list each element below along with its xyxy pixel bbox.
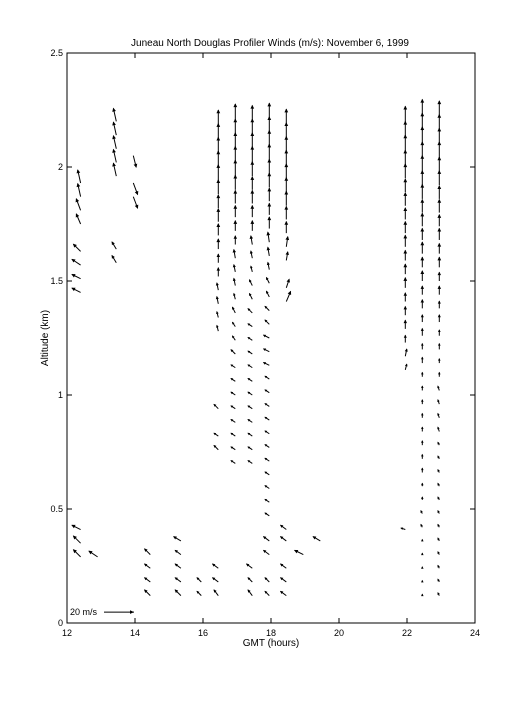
wind-vector: [281, 525, 287, 529]
wind-vector: [281, 591, 287, 595]
wind-vector: [265, 472, 269, 475]
wind-vector: [216, 312, 218, 318]
wind-vector: [422, 567, 424, 569]
wind-vector: [404, 293, 406, 302]
wind-vector: [421, 200, 424, 213]
wind-vector: [231, 392, 235, 395]
wind-vector: [112, 256, 116, 263]
x-tick-label: 24: [469, 628, 481, 638]
wind-vector: [267, 247, 269, 256]
wind-vector: [175, 590, 181, 596]
wind-vector: [438, 128, 441, 144]
wind-vector: [248, 324, 252, 327]
wind-vector: [231, 378, 235, 381]
wind-vector: [404, 135, 407, 151]
wind-vector: [265, 417, 269, 420]
wind-vector: [265, 431, 269, 434]
wind-vector: [251, 133, 254, 149]
wind-vector: [234, 190, 237, 203]
wind-vector: [438, 413, 440, 417]
wind-vector: [248, 447, 252, 450]
wind-vector: [268, 173, 271, 188]
wind-vector: [76, 199, 81, 211]
y-tick-label: 2: [57, 162, 63, 172]
wind-vector: [217, 195, 220, 208]
wind-vector: [286, 279, 289, 288]
wind-vector: [268, 188, 271, 201]
wind-vector: [268, 217, 271, 229]
wind-vector: [265, 306, 269, 310]
wind-vector: [145, 590, 151, 596]
wind-vector: [404, 164, 407, 179]
wind-vector: [217, 137, 220, 153]
wind-vector: [234, 104, 237, 121]
wind-vector: [197, 591, 201, 595]
wind-vector: [421, 142, 424, 158]
wind-vector: [249, 280, 252, 286]
wind-vector: [248, 578, 252, 582]
wind-vector: [404, 250, 407, 260]
x-tick-label: 12: [61, 628, 73, 638]
wind-vector: [72, 525, 81, 529]
wind-vector: [438, 228, 441, 240]
wind-vector: [404, 106, 407, 123]
wind-vector: [404, 193, 407, 206]
wind-vector: [214, 404, 218, 408]
wind-vector: [251, 162, 254, 177]
wind-vector: [145, 549, 151, 555]
wind-vector: [438, 427, 440, 431]
wind-vector: [404, 208, 407, 220]
wind-vector: [233, 250, 235, 259]
wind-vector: [234, 175, 237, 190]
wind-vector: [231, 461, 235, 464]
wind-vector: [264, 335, 270, 338]
reference-key: [70, 607, 134, 617]
wind-vectors: [72, 99, 441, 595]
wind-vector: [72, 274, 81, 278]
wind-vector: [247, 564, 253, 568]
wind-vector: [232, 322, 235, 326]
x-tick-label: 18: [265, 628, 277, 638]
wind-vector: [422, 483, 424, 486]
wind-vector: [438, 442, 439, 445]
wind-vector: [421, 171, 424, 186]
wind-vector: [249, 293, 252, 299]
wind-vector: [404, 222, 407, 234]
wind-vector: [73, 550, 80, 557]
wind-vector: [113, 136, 117, 149]
wind-vector: [438, 593, 439, 596]
wind-vector: [421, 357, 423, 363]
wind-vector: [231, 447, 235, 450]
wind-vector: [264, 550, 270, 554]
wind-vector: [175, 564, 181, 568]
wind-vector: [217, 254, 219, 263]
wind-vector: [295, 550, 304, 554]
wind-vector: [421, 156, 424, 172]
wind-vector: [145, 564, 151, 568]
wind-vector: [217, 165, 220, 181]
wind-vector: [251, 190, 254, 203]
wind-vector: [248, 351, 252, 354]
wind-vector: [113, 149, 117, 162]
wind-vector: [73, 244, 80, 251]
wind-vector: [214, 445, 218, 449]
wind-vector: [234, 133, 237, 149]
wind-vector: [133, 183, 138, 195]
wind-vector: [421, 184, 424, 199]
wind-vector: [422, 553, 424, 555]
wind-vector: [248, 365, 252, 368]
wind-vector: [285, 150, 288, 165]
wind-vector: [251, 221, 254, 231]
wind-vector: [438, 497, 439, 500]
wind-vector: [232, 336, 235, 340]
wind-vector: [281, 537, 287, 541]
wind-vector: [438, 456, 439, 459]
wind-vector: [438, 200, 441, 213]
wind-vector: [438, 272, 440, 281]
wind-vector: [404, 121, 407, 137]
wind-vector: [438, 157, 441, 172]
wind-vector: [77, 170, 81, 183]
wind-vector: [438, 286, 440, 295]
wind-vector: [421, 99, 424, 116]
wind-vector: [266, 291, 269, 297]
wind-vector: [213, 564, 219, 568]
wind-vector: [404, 264, 407, 274]
wind-vector: [404, 320, 406, 329]
wind-vector: [439, 372, 441, 376]
wind-vector: [438, 552, 439, 555]
wind-vector: [286, 291, 290, 301]
wind-vector: [234, 221, 237, 231]
wind-vector: [421, 257, 424, 267]
wind-vector: [421, 511, 422, 514]
plot-frame: [67, 53, 475, 623]
wind-vector: [438, 171, 441, 186]
wind-vector: [422, 497, 424, 500]
wind-vector: [286, 237, 289, 247]
wind-vector: [404, 179, 407, 192]
wind-vector: [285, 222, 288, 234]
wind-vector: [251, 105, 254, 121]
wind-vector: [250, 266, 252, 272]
wind-vector: [72, 259, 81, 265]
x-tick-label: 16: [197, 628, 209, 638]
wind-vector: [248, 309, 252, 313]
wind-vector: [422, 539, 424, 541]
wind-vector: [405, 349, 407, 356]
wind-vector: [268, 117, 271, 133]
y-axis: [50, 48, 475, 628]
wind-vector: [248, 590, 252, 596]
reference-arrowhead: [130, 610, 134, 614]
wind-vector: [113, 122, 117, 135]
wind-vector: [251, 119, 254, 135]
wind-vector: [217, 209, 220, 222]
wind-vector: [404, 335, 406, 342]
wind-vector: [268, 144, 271, 160]
wind-vector: [438, 257, 441, 267]
wind-vector: [421, 315, 423, 322]
wind-vector: [248, 337, 252, 340]
wind-vector: [267, 232, 270, 242]
wind-vector: [404, 307, 406, 316]
wind-vector: [248, 392, 252, 395]
wind-vector: [265, 376, 269, 379]
wind-vector: [175, 550, 181, 554]
wind-vector: [285, 178, 288, 193]
wind-vector: [264, 349, 270, 352]
wind-vector: [265, 578, 269, 582]
wind-vector: [251, 206, 254, 218]
wind-vector: [231, 350, 235, 354]
wind-vector: [113, 163, 117, 176]
wind-vector: [217, 224, 220, 236]
wind-vector: [438, 483, 439, 486]
wind-vector: [438, 386, 440, 390]
wind-vector: [72, 288, 81, 292]
wind-vector: [421, 328, 423, 335]
wind-vector: [422, 372, 424, 376]
wind-vector: [174, 537, 181, 541]
wind-vector: [285, 123, 288, 138]
wind-vector: [438, 315, 440, 322]
wind-vector: [217, 110, 220, 126]
wind-vector: [250, 251, 252, 258]
wind-vector: [405, 364, 407, 370]
wind-vector: [112, 242, 116, 249]
wind-vector: [286, 252, 288, 261]
wind-vector: [438, 579, 439, 582]
wind-vector: [421, 524, 422, 527]
wind-vector: [421, 228, 424, 240]
wind-vector: [404, 150, 407, 165]
wind-vector: [268, 103, 271, 119]
y-tick-label: 1: [57, 390, 63, 400]
x-axis: [62, 53, 480, 638]
wind-vector: [268, 203, 271, 215]
wind-vector: [422, 441, 424, 445]
wind-vector: [285, 191, 288, 206]
x-tick-label: 20: [333, 628, 345, 638]
wind-vector: [438, 101, 441, 117]
wind-vector: [265, 445, 269, 448]
wind-vector: [438, 344, 440, 350]
wind-vector: [438, 565, 439, 568]
wind-vector: [266, 277, 269, 283]
wind-vector: [422, 468, 424, 472]
wind-vector: [439, 359, 441, 363]
wind-vector: [268, 131, 271, 147]
wind-vector: [113, 108, 117, 121]
wind-vector: [265, 458, 269, 461]
wind-vector: [77, 184, 81, 197]
wind-vector: [250, 236, 252, 245]
y-axis-label: Altitude (km): [40, 309, 51, 367]
wind-vector: [133, 156, 137, 168]
wind-vector: [264, 362, 270, 365]
wind-vector: [234, 160, 237, 176]
wind-vector: [251, 146, 254, 162]
wind-vector: [438, 330, 440, 336]
wind-vector: [421, 300, 423, 309]
wind-vector: [217, 268, 219, 277]
wind-vector: [281, 564, 287, 568]
wind-vector: [175, 578, 181, 582]
wind-vector: [422, 594, 424, 596]
wind-vector: [133, 197, 138, 209]
wind-vector: [231, 419, 235, 422]
wind-vector: [213, 578, 219, 582]
wind-vector: [231, 433, 235, 436]
wind-vector: [265, 513, 269, 516]
wind-vector: [248, 419, 252, 422]
y-tick-label: 2.5: [50, 48, 63, 58]
wind-vector: [285, 137, 288, 152]
wind-vector: [438, 511, 439, 514]
wind-vector: [422, 386, 424, 390]
wind-vector: [268, 159, 271, 174]
wind-vector: [265, 390, 269, 393]
wind-vector: [216, 297, 218, 304]
wind-vector: [265, 499, 269, 502]
y-tick-label: 0.5: [50, 504, 63, 514]
wind-vector: [234, 206, 237, 218]
x-tick-label: 22: [401, 628, 413, 638]
wind-vector: [438, 524, 439, 527]
wind-vector: [248, 406, 252, 409]
wind-vector: [145, 578, 151, 582]
wind-vector: [285, 109, 288, 124]
wind-vector: [217, 124, 220, 140]
wind-vector: [216, 283, 218, 290]
wind-vector: [233, 293, 235, 299]
wind-vector: [421, 271, 424, 281]
wind-vector: [76, 214, 80, 224]
wind-vector: [421, 286, 423, 295]
wind-vector: [438, 215, 441, 227]
wind-vector: [251, 177, 254, 190]
wind-vector: [234, 146, 237, 162]
wind-vector: [197, 578, 201, 582]
chart-title: Juneau North Douglas Profiler Winds (m/s): November 6, 1999: [131, 38, 409, 49]
wind-vector: [438, 142, 441, 158]
wind-vector: [422, 400, 424, 404]
wind-vector: [248, 461, 252, 464]
wind-vector: [234, 236, 236, 245]
wind-vector: [313, 537, 320, 541]
wind-vector: [217, 239, 220, 249]
wind-vector: [214, 433, 218, 436]
wind-vector: [217, 180, 220, 195]
wind-vector: [265, 486, 269, 489]
wind-vector: [422, 581, 424, 583]
wind-vector: [421, 213, 424, 226]
wind-vector: [233, 278, 235, 285]
wind-vector: [265, 591, 269, 595]
wind-vector: [216, 325, 218, 331]
wind-vector: [233, 265, 235, 272]
wind-vector: [264, 537, 270, 541]
wind-vector: [404, 278, 407, 288]
wind-vector: [234, 119, 237, 135]
wind-vector: [438, 186, 441, 199]
wind-vector: [421, 242, 424, 254]
wind-vector: [214, 590, 218, 596]
wind-vector: [217, 151, 220, 167]
wind-vector: [265, 404, 269, 407]
wind-vector: [265, 320, 269, 324]
wind-vector: [248, 378, 252, 381]
x-tick-label: 14: [129, 628, 141, 638]
wind-vector: [438, 538, 439, 541]
wind-vector: [422, 427, 424, 431]
wind-vector: [422, 413, 424, 417]
wind-vector: [438, 115, 441, 131]
wind-vector: [281, 578, 287, 582]
reference-label: 20 m/s: [70, 607, 98, 617]
wind-vector: [421, 344, 423, 350]
wind-vector: [438, 470, 439, 473]
y-tick-label: 1.5: [50, 276, 63, 286]
wind-vector: [73, 536, 80, 543]
wind-vector: [231, 365, 235, 368]
wind-vector: [232, 307, 235, 313]
wind-vector: [89, 551, 98, 557]
x-axis-label: GMT (hours): [242, 638, 300, 649]
wind-vector: [285, 206, 288, 219]
y-tick-label: 0: [57, 618, 63, 628]
wind-vector: [248, 433, 252, 436]
wind-vector: [401, 528, 405, 530]
wind-vector: [438, 301, 440, 308]
wind-vector: [267, 262, 269, 269]
wind-vector: [231, 406, 235, 409]
wind-vector: [438, 400, 440, 404]
wind-vector: [404, 235, 407, 247]
wind-vector: [285, 164, 288, 179]
wind-vector: [438, 243, 441, 253]
wind-vector: [422, 454, 424, 458]
